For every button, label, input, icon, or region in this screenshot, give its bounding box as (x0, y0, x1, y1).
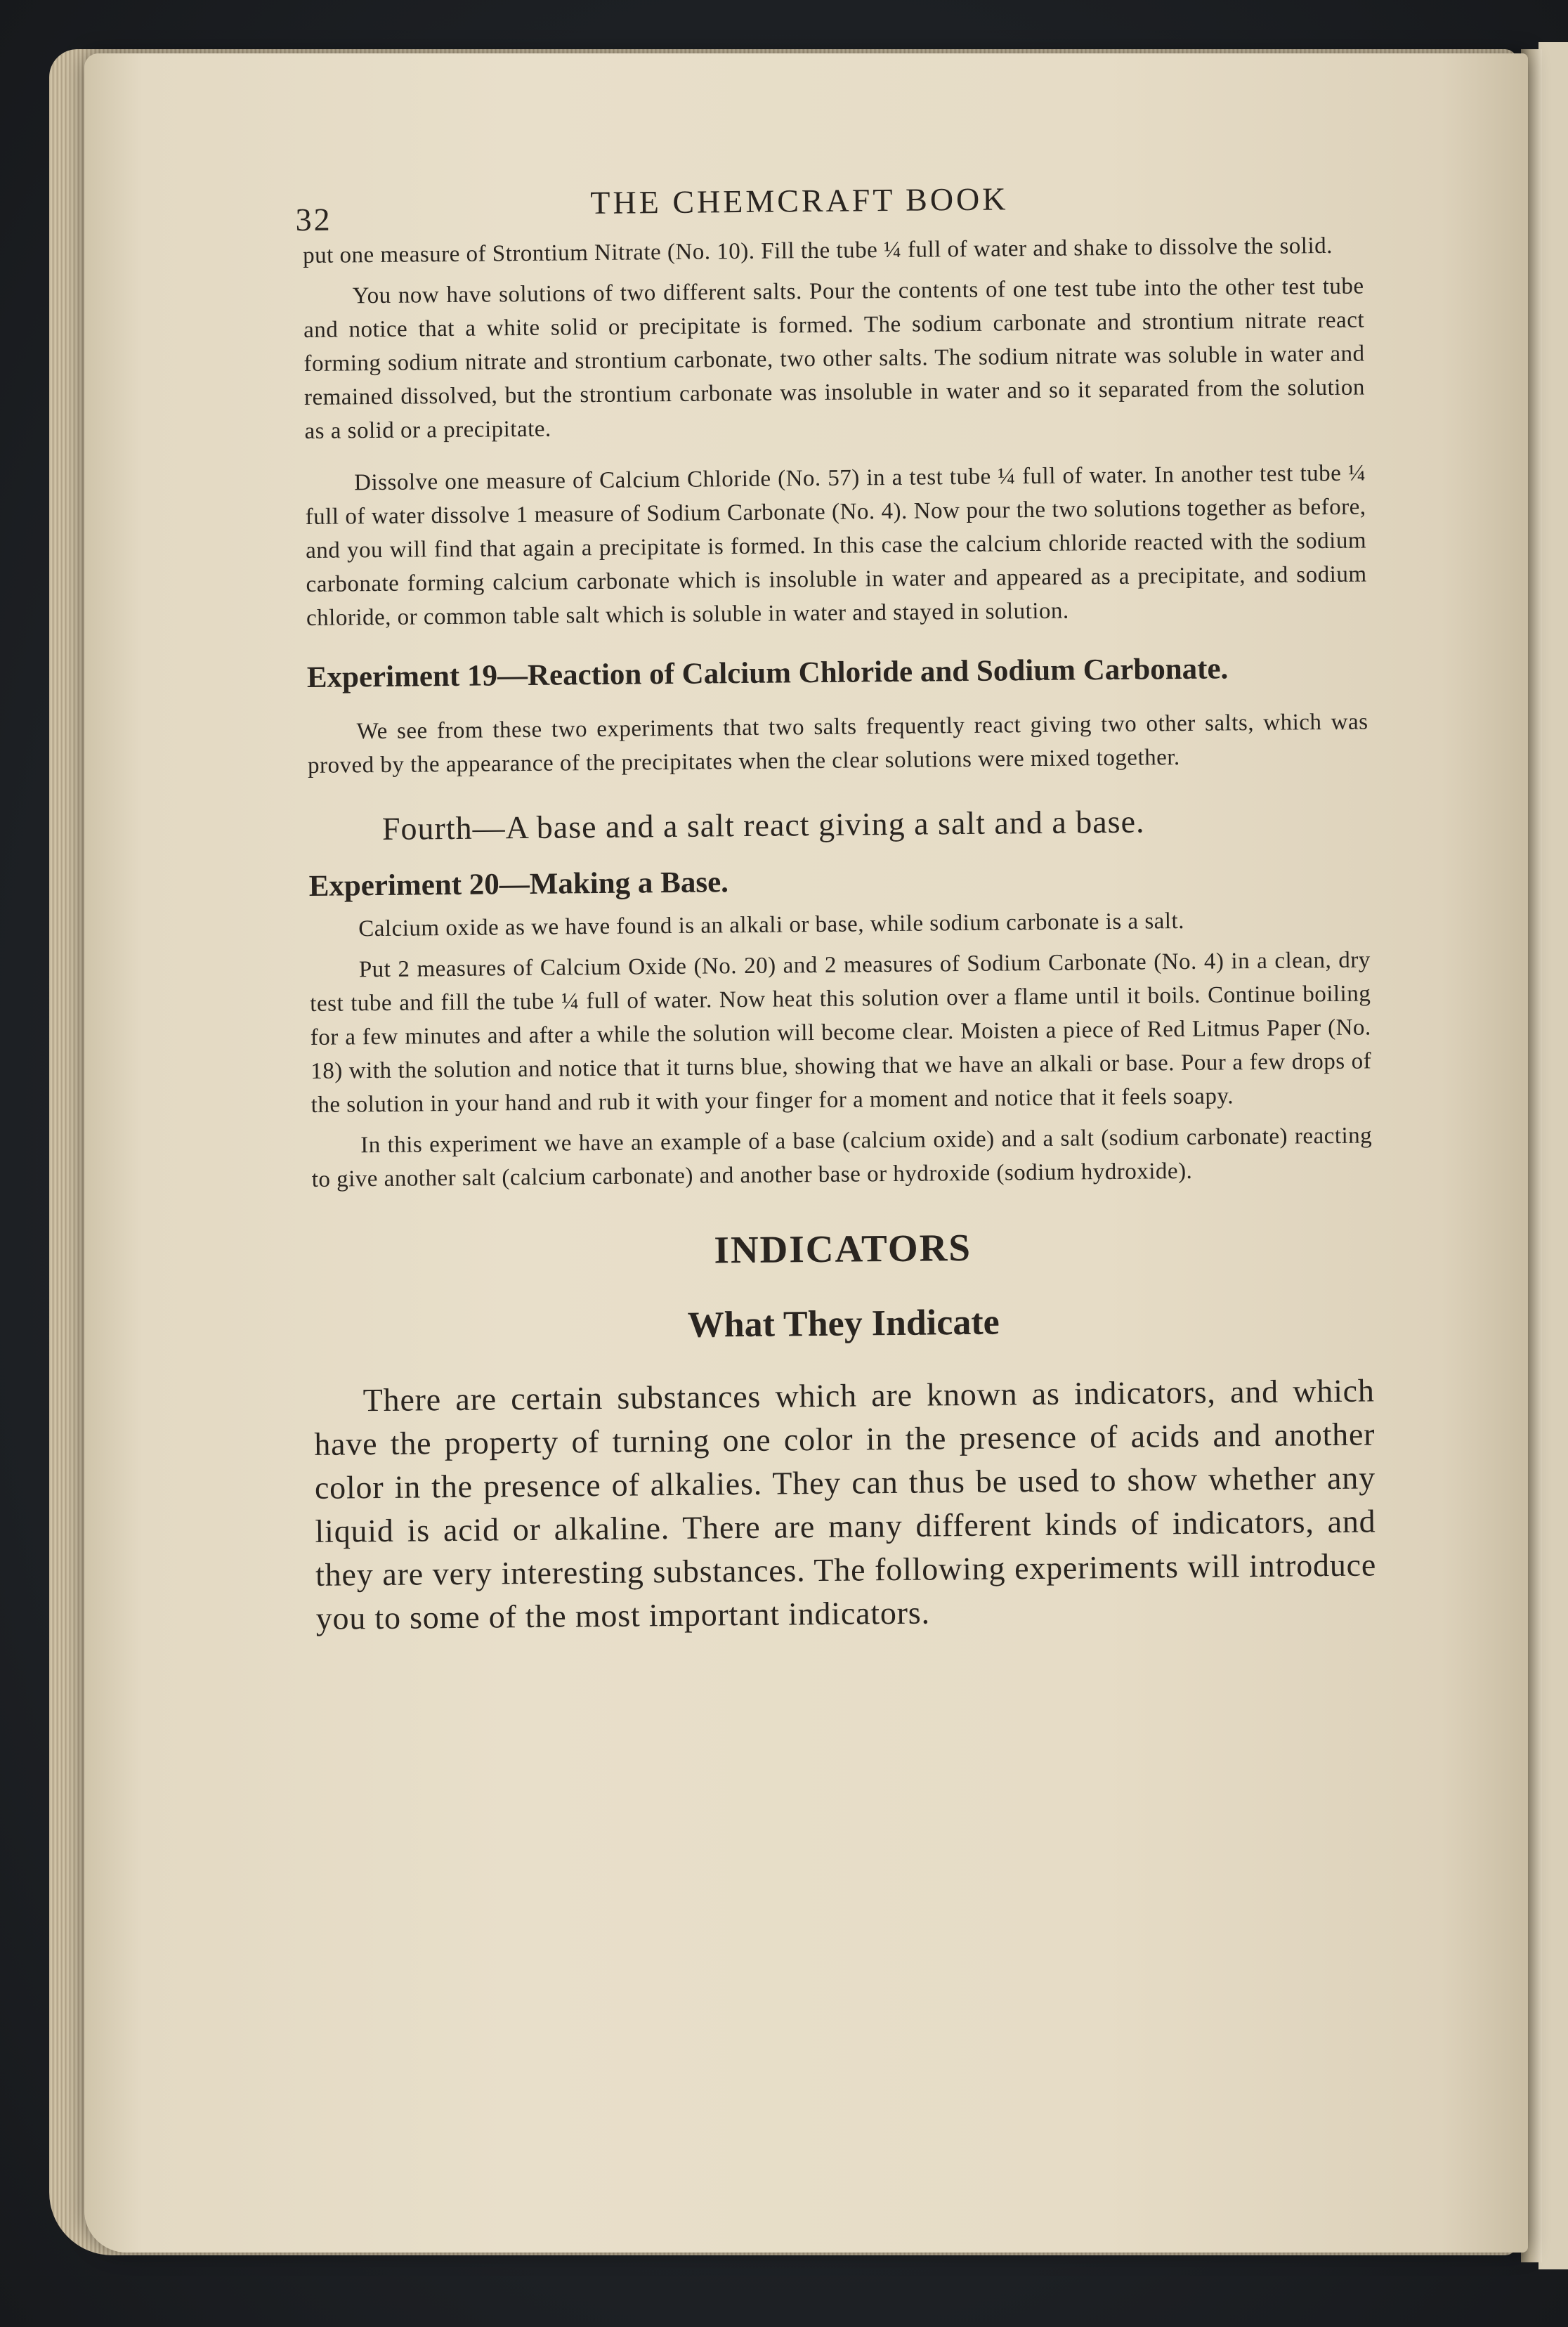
paragraph-calcium-chloride: Dissolve one measure of Calcium Chloride (No. 57) in a test tube ¼ full of water. In another test tube ¼ full of water dissolve 1 measure of Sodium Carbonate (No. 4). Now pour the two solutions together as before, and you will find that again a precipitate is formed. In this case the calcium chloride reacted with the sodium carbonate forming calcium carbonate which is insoluble in water and appeared as a precipitate, and sodium chloride, or common table salt which is soluble in water and stayed in solution. (305, 460, 1367, 631)
paragraph-two-experiments: We see from these two experiments that two salts frequently react giving two other salts, which was proved by the appearance of the precipitates when the clear solutions were mixed together. (307, 709, 1368, 778)
paragraph-indicators: There are certain substances which are known as indicators, and which have the property of turning one color in the presence of acids and another color in the presence of alkalies. They can thus be used to show whether any liquid is acid or alkaline. There are many different kinds of indicators, and they are very interesting substances. The following experiments will introduce you to some of the most important indicators. (314, 1372, 1377, 1636)
experiment-20-heading: Experiment 20—Making a Base. (308, 866, 729, 903)
statement-fourth: Fourth—A base and a salt react giving a salt and a base. (381, 803, 1145, 847)
paragraph-calcium-oxide: Calcium oxide as we have found is an alkali or base, while sodium carbonate is a salt. (358, 908, 1185, 942)
paragraph-continuation: put one measure of Strontium Nitrate (No. 10). Fill the tube ¼ full of water and shake to dissolve the solid. (302, 233, 1333, 268)
paragraph-two-salts: You now have solutions of two different salts. Pour the contents of one test tube into the other test tube and notice that a white solid or precipitate is formed. The sodium carbonate and strontium nitrate react forming sodium nitrate and strontium carbonate, two other salts. The sodium nitrate was soluble in water and remained dissolved, but the strontium carbonate was insoluble in water and so it separated from the solution as a solid or a precipitate. (303, 273, 1366, 444)
section-title-indicators: INDICATORS (714, 1225, 972, 1272)
book-title: THE CHEMCRAFT BOOK (590, 181, 1009, 221)
section-subtitle: What They Indicate (687, 1302, 1000, 1345)
facing-page-edge (1538, 42, 1568, 2269)
paragraph-example: In this experiment we have an example of a base (calcium oxide) and a salt (sodium carbonate) reacting to give another salt (calcium carbonate) and another base or hydroxide (sodium hydroxide). (311, 1123, 1373, 1192)
page-content (295, 166, 1377, 1641)
paragraph-procedure: Put 2 measures of Calcium Oxide (No. 20) and 2 measures of Sodium Carbonate (No. 4) in a clean, dry test tube and fill the tube ¼ full of water. Now heat this solution over a flame until it boils. Continue boiling for a few minutes and after a while the solution will become clear. Moisten a piece of Red Litmus Paper (No. 18) with the solution and notice that it turns blue, showing that we have an alkali or base. Pour a few drops of the solution in your hand and rub it with your finger for a moment and notice that it feels soapy. (310, 947, 1372, 1118)
page-number: 32 (295, 201, 332, 238)
experiment-19-heading: Experiment 19—Reaction of Calcium Chloride and Sodium Carbonate. (306, 652, 1229, 694)
running-head (295, 166, 1364, 239)
